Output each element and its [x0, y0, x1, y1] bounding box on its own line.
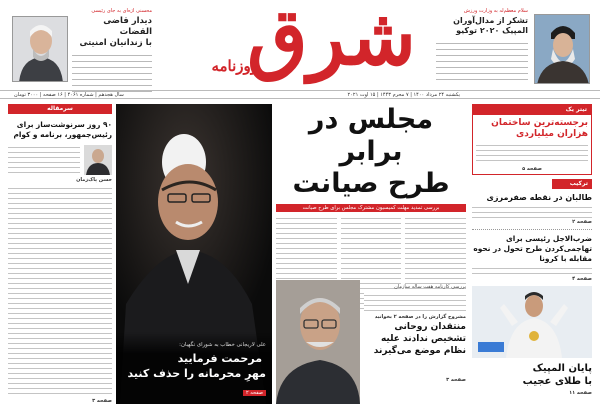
lower-story-page: صفحه ۳ [446, 377, 466, 383]
box1-page: صفحه ۵ [522, 166, 542, 172]
masthead-logo [178, 0, 428, 88]
left-column [8, 104, 112, 404]
right-promo-title: تشکر از مدال‌آوران [453, 15, 528, 25]
main-continued: مشروح گزارش را در صفحه ۲ بخوانید [374, 314, 466, 320]
bottom-page: صفحه ۱۱ [569, 390, 592, 396]
main-headline-2: طرح صیانت [292, 168, 450, 199]
item3-page: صفحه ۴ [572, 276, 592, 282]
box1 [472, 104, 592, 175]
lower-story-title-3: نظام موضع می‌گیرند [373, 346, 466, 356]
main-subhead: بررسی تمدید مهلت کمیسیون مشترک مجلس برای طرح صیانت [276, 204, 466, 212]
box2-header: ترکیب [552, 179, 592, 189]
lower-story-photo [276, 280, 360, 404]
editorial-body-2 [8, 186, 112, 396]
editorial-body-1 [8, 145, 80, 175]
editorial-author: حسن پاک‌زمان [76, 177, 112, 183]
left-promo-title: دیدار قاضی القضات [103, 15, 152, 37]
caption-page-ref: صفحه ۲ [243, 390, 266, 396]
caption-line-2: مهرِ محرمانه را حذف کنید [127, 367, 266, 380]
item3-title: ضرب‌الاجل رئیسی برای تهاجمی‌کردن طرح تحول در نحوه مقابله با کرونا [473, 234, 592, 263]
editorial-page-ref: صفحه ۳ [92, 398, 112, 404]
box2-page: صفحه ۲ [572, 219, 592, 225]
left-promo-subtitle: با زندانیان امنیتی [79, 37, 152, 48]
center-column [276, 104, 466, 404]
logo-sub: روزنامه [211, 57, 258, 75]
right-promo-body [436, 41, 528, 83]
main-headline-1: مجلس در برابر [308, 104, 434, 167]
left-promo-kicker: محسنی اژه‌ای به جای رئیسی [91, 8, 152, 14]
bottom-title-2: با طلای عجیب [522, 376, 592, 387]
lower-story-text [364, 284, 466, 383]
lower-story-title-1: منتقدان روحانی [394, 322, 466, 332]
box2-title: طالبان در نقطه صفرمرزی [486, 193, 592, 202]
left-promo-body [72, 53, 152, 93]
left-promo-text [72, 8, 152, 93]
athlete-photo [472, 286, 592, 358]
box1-title: برجسته‌ترین ساختمان [491, 118, 588, 128]
caption-line-1: مرحمت فرمایید [177, 352, 262, 365]
right-promo-kicker: سلام معظم‌له به وزارت ورزش [463, 8, 528, 14]
left-promo-photo [12, 16, 68, 82]
lower-story [276, 280, 466, 404]
box1-subtitle: هزاران میلیاردی [515, 129, 588, 139]
right-promo-subtitle: المپیک ۲۰۲۰ توکیو [456, 26, 528, 36]
date-bar [0, 90, 600, 99]
right-column [472, 104, 592, 404]
lead-photo [116, 104, 272, 404]
lower-story-title-2: تشخیص ندادند علیه [380, 334, 466, 344]
masthead [0, 0, 600, 96]
right-promo-text [436, 8, 528, 83]
right-promo-photo [534, 14, 590, 84]
lower-story-kicker: بررسی کارنامه هفت ساله سازمان [394, 284, 466, 290]
bottom-title-1: پایان المپیک [532, 363, 592, 374]
author-photo [84, 145, 112, 175]
editorial-header: سرمقاله [8, 104, 112, 114]
caption-kicker: علی لاریجانی خطاب به شورای نگهبان: [179, 342, 266, 348]
box2 [472, 179, 592, 225]
box1-header: تیتر یک [473, 105, 591, 115]
lead-photo-caption [116, 332, 272, 404]
logo-main: شرق [247, 0, 416, 83]
editorial-title: ۹۰ روز سرنوشت‌ساز برای رئیس‌جمهور، برنامه و کوام [13, 120, 112, 139]
date-line: یکشنبه ۲۴ مرداد ۱۴۰۰ | ۷ محرم ۱۴۴۳ | ۱۵ اوت ۲۰۲۱ [347, 92, 460, 98]
issue-line: سال هجدهم | شماره ۴۰۶۱ | ۱۶ صفحه | ۳۰۰۰ تومان [14, 92, 124, 98]
